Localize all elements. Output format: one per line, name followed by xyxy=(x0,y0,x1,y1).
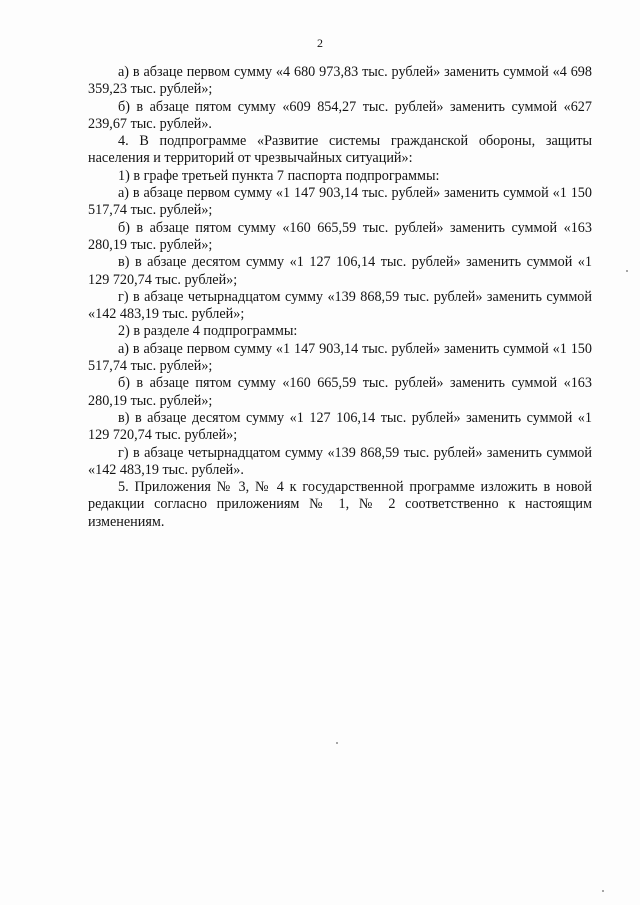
paragraph: а) в абзаце первом сумму «1 147 903,14 тыс. рублей» заменить суммой «1 150 517,74 тыс. рублей»; xyxy=(88,185,592,219)
scan-speck xyxy=(626,270,628,272)
paragraph: г) в абзаце четырнадцатом сумму «139 868,59 тыс. рублей» заменить суммой «142 483,19 тыс. рублей»; xyxy=(88,288,592,323)
paragraph: а) в абзаце первом сумму «4 680 973,83 тыс. рублей» заменить суммой «4 698 359,23 тыс. рублей»; xyxy=(88,64,592,98)
paragraph: 5. Приложения № 3, № 4 к государственной программе изложить в новой редакции согласно приложениям № 1, № 2 соответственно к настоящим изменениям. xyxy=(88,479,592,530)
paragraph: г) в абзаце четырнадцатом сумму «139 868,59 тыс. рублей» заменить суммой «142 483,19 тыс. рублей». xyxy=(88,444,592,478)
paragraph: в) в абзаце десятом сумму «1 127 106,14 тыс. рублей» заменить суммой «1 129 720,74 тыс. рублей»; xyxy=(88,254,592,288)
document-body xyxy=(88,64,592,531)
paragraph: 1) в графе третьей пункта 7 паспорта подпрограммы: xyxy=(118,167,440,184)
page-number: 2 xyxy=(317,36,323,50)
paragraph: в) в абзаце десятом сумму «1 127 106,14 тыс. рублей» заменить суммой «1 129 720,74 тыс. рублей»; xyxy=(88,409,592,444)
paragraph: 4. В подпрограмме «Развитие системы гражданской обороны, защиты населения и территорий от чрезвычайных ситуаций»: xyxy=(88,133,592,167)
paragraph: 2) в разделе 4 подпрограммы: xyxy=(118,323,298,340)
paragraph: б) в абзаце пятом сумму «609 854,27 тыс. рублей» заменить суммой «627 239,67 тыс. рублей». xyxy=(88,98,592,132)
paragraph: а) в абзаце первом сумму «1 147 903,14 тыс. рублей» заменить суммой «1 150 517,74 тыс. рублей»; xyxy=(88,340,592,375)
paragraph: б) в абзаце пятом сумму «160 665,59 тыс. рублей» заменить суммой «163 280,19 тыс. рублей»; xyxy=(88,375,592,409)
scan-speck xyxy=(336,742,338,744)
scan-speck xyxy=(602,890,604,892)
paragraph: б) в абзаце пятом сумму «160 665,59 тыс. рублей» заменить суммой «163 280,19 тыс. рублей»; xyxy=(88,219,592,253)
